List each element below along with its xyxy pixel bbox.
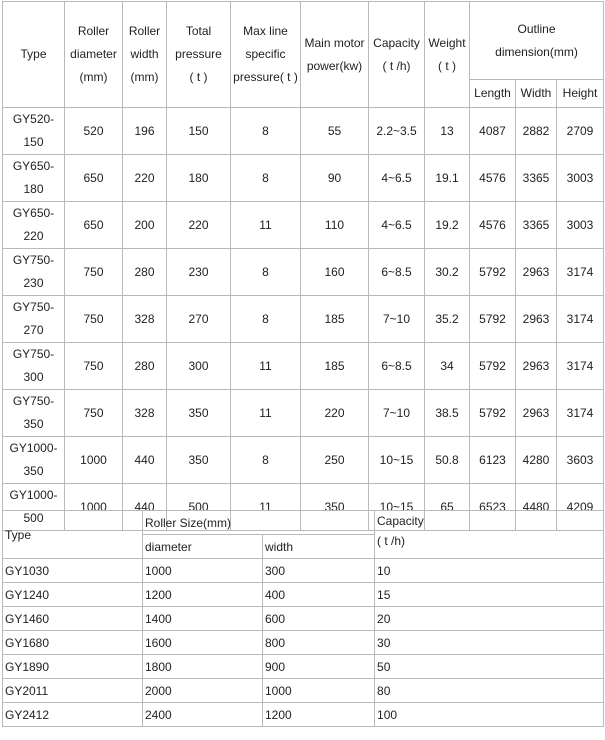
cell-capacity: 4~6.5: [369, 202, 425, 249]
header-outline-dimension: Outline dimension(mm): [470, 2, 604, 80]
cell-length: 4087: [470, 108, 516, 155]
cell-width: 1000: [263, 679, 375, 703]
cell-type: GY1240: [3, 583, 143, 607]
cell-type: GY750- 300: [3, 343, 65, 390]
small-header-diameter: diameter: [143, 535, 263, 559]
small-header-width: width: [263, 535, 375, 559]
cell-maxline: 11: [231, 390, 301, 437]
cell-total: 180: [167, 155, 231, 202]
cell-diameter: 650: [65, 155, 123, 202]
cell-power: 55: [301, 108, 369, 155]
cell-oheight: 3003: [557, 202, 604, 249]
cell-capacity: 6~8.5: [369, 249, 425, 296]
cell-power: 185: [301, 296, 369, 343]
cell-total: 220: [167, 202, 231, 249]
header-max-line-pressure: Max line specific pressure( t ): [231, 2, 301, 108]
cell-capacity: 7~10: [369, 296, 425, 343]
cell-owidth: 3365: [516, 202, 557, 249]
cell-length: 4576: [470, 202, 516, 249]
roller-size-row: [3, 679, 604, 703]
cell-diameter: 1600: [143, 631, 263, 655]
cell-diameter: 520: [65, 108, 123, 155]
cell-diameter: 650: [65, 202, 123, 249]
cell-weight: 13: [425, 108, 470, 155]
cell-oheight: 3174: [557, 390, 604, 437]
cell-maxline: 11: [231, 202, 301, 249]
cell-owidth: 4280: [516, 437, 557, 484]
cell-capacity: 100: [375, 703, 604, 727]
cell-capacity: 80: [375, 679, 604, 703]
cell-power: 110: [301, 202, 369, 249]
cell-type: GY1890: [3, 655, 143, 679]
cell-width: 328: [123, 390, 167, 437]
cell-width: 280: [123, 343, 167, 390]
cell-power: 90: [301, 155, 369, 202]
small-header-capacity: Capacity ( t /h): [375, 511, 604, 559]
cell-length: 5792: [470, 343, 516, 390]
cell-maxline: 8: [231, 437, 301, 484]
cell-weight: 19.2: [425, 202, 470, 249]
cell-weight: 50.8: [425, 437, 470, 484]
header-roller-diameter: Roller diameter (mm): [65, 2, 123, 108]
cell-capacity: 6~8.5: [369, 343, 425, 390]
cell-total: 350: [167, 390, 231, 437]
cell-length: 6523: [470, 484, 516, 531]
cell-diameter: 1000: [65, 484, 123, 531]
cell-total: 150: [167, 108, 231, 155]
small-header-row: [3, 511, 604, 535]
spec-row: [3, 390, 604, 437]
spec-table: [2, 1, 604, 531]
cell-type: GY650- 180: [3, 155, 65, 202]
cell-capacity: 20: [375, 607, 604, 631]
cell-capacity: 10~15: [369, 484, 425, 531]
cell-capacity: 15: [375, 583, 604, 607]
small-header-type: Type: [3, 511, 143, 559]
cell-capacity: 10~15: [369, 437, 425, 484]
cell-type: GY1680: [3, 631, 143, 655]
cell-maxline: 8: [231, 296, 301, 343]
cell-weight: 65: [425, 484, 470, 531]
cell-maxline: 11: [231, 343, 301, 390]
cell-diameter: 750: [65, 343, 123, 390]
cell-width: 220: [123, 155, 167, 202]
cell-type: GY750- 230: [3, 249, 65, 296]
cell-oheight: 3174: [557, 249, 604, 296]
cell-weight: 19.1: [425, 155, 470, 202]
cell-power: 250: [301, 437, 369, 484]
cell-maxline: 11: [231, 484, 301, 531]
cell-width: 200: [123, 202, 167, 249]
cell-diameter: 1000: [143, 559, 263, 583]
header-weight: Weight ( t ): [425, 2, 470, 108]
cell-width: 600: [263, 607, 375, 631]
cell-power: 160: [301, 249, 369, 296]
cell-weight: 35.2: [425, 296, 470, 343]
cell-maxline: 8: [231, 155, 301, 202]
cell-oheight: 2709: [557, 108, 604, 155]
spec-row: [3, 249, 604, 296]
cell-capacity: 10: [375, 559, 604, 583]
cell-owidth: 2882: [516, 108, 557, 155]
cell-width: 280: [123, 249, 167, 296]
cell-capacity: 2.2~3.5: [369, 108, 425, 155]
cell-diameter: 750: [65, 390, 123, 437]
roller-size-row: [3, 583, 604, 607]
cell-diameter: 2000: [143, 679, 263, 703]
roller-size-row: [3, 703, 604, 727]
cell-diameter: 1200: [143, 583, 263, 607]
cell-diameter: 750: [65, 249, 123, 296]
cell-width: 900: [263, 655, 375, 679]
cell-oheight: 4209: [557, 484, 604, 531]
cell-owidth: 2963: [516, 390, 557, 437]
cell-diameter: 2400: [143, 703, 263, 727]
cell-power: 350: [301, 484, 369, 531]
cell-capacity: 30: [375, 631, 604, 655]
spec-row: [3, 108, 604, 155]
header-roller-width: Roller width (mm): [123, 2, 167, 108]
cell-maxline: 8: [231, 108, 301, 155]
spec-row: [3, 296, 604, 343]
cell-type: GY1000- 350: [3, 437, 65, 484]
roller-size-table: [2, 510, 604, 727]
cell-length: 4576: [470, 155, 516, 202]
roller-size-row: [3, 655, 604, 679]
roller-size-row: [3, 631, 604, 655]
header-width: Width: [516, 80, 557, 108]
cell-width: 440: [123, 484, 167, 531]
cell-weight: 38.5: [425, 390, 470, 437]
cell-capacity: 7~10: [369, 390, 425, 437]
cell-weight: 34: [425, 343, 470, 390]
cell-owidth: 4480: [516, 484, 557, 531]
cell-width: 800: [263, 631, 375, 655]
spec-row: [3, 437, 604, 484]
cell-oheight: 3603: [557, 437, 604, 484]
cell-type: GY750- 350: [3, 390, 65, 437]
cell-width: 196: [123, 108, 167, 155]
cell-maxline: 8: [231, 249, 301, 296]
cell-power: 220: [301, 390, 369, 437]
roller-size-row: [3, 559, 604, 583]
cell-length: 6123: [470, 437, 516, 484]
cell-total: 230: [167, 249, 231, 296]
cell-owidth: 2963: [516, 296, 557, 343]
cell-oheight: 3174: [557, 343, 604, 390]
cell-type: GY2011: [3, 679, 143, 703]
roller-size-row: [3, 607, 604, 631]
cell-diameter: 1400: [143, 607, 263, 631]
cell-type: GY1460: [3, 607, 143, 631]
cell-type: GY750- 270: [3, 296, 65, 343]
header-total-pressure: Total pressure ( t ): [167, 2, 231, 108]
header-length: Length: [470, 80, 516, 108]
spec-row: [3, 343, 604, 390]
cell-width: 400: [263, 583, 375, 607]
spec-row: [3, 202, 604, 249]
cell-type: GY650- 220: [3, 202, 65, 249]
small-header-roller-size: Roller Size(mm): [143, 511, 375, 535]
cell-owidth: 2963: [516, 249, 557, 296]
cell-type: GY1030: [3, 559, 143, 583]
cell-diameter: 750: [65, 296, 123, 343]
cell-diameter: 1800: [143, 655, 263, 679]
cell-width: 328: [123, 296, 167, 343]
spec-header-row: [3, 2, 604, 80]
header-height: Height: [557, 80, 604, 108]
header-capacity: Capacity ( t /h): [369, 2, 425, 108]
spec-row: [3, 155, 604, 202]
cell-total: 500: [167, 484, 231, 531]
cell-oheight: 3003: [557, 155, 604, 202]
cell-type: GY2412: [3, 703, 143, 727]
cell-total: 350: [167, 437, 231, 484]
cell-capacity: 50: [375, 655, 604, 679]
cell-total: 270: [167, 296, 231, 343]
cell-length: 5792: [470, 249, 516, 296]
cell-power: 185: [301, 343, 369, 390]
cell-weight: 30.2: [425, 249, 470, 296]
cell-type: GY520- 150: [3, 108, 65, 155]
cell-width: 300: [263, 559, 375, 583]
cell-owidth: 2963: [516, 343, 557, 390]
cell-length: 5792: [470, 390, 516, 437]
cell-owidth: 3365: [516, 155, 557, 202]
cell-width: 1200: [263, 703, 375, 727]
cell-width: 440: [123, 437, 167, 484]
cell-total: 300: [167, 343, 231, 390]
header-main-motor-power: Main motor power(kw): [301, 2, 369, 108]
header-type: Type: [3, 2, 65, 108]
cell-diameter: 1000: [65, 437, 123, 484]
cell-type: GY1000- 500: [3, 484, 65, 531]
cell-length: 5792: [470, 296, 516, 343]
cell-oheight: 3174: [557, 296, 604, 343]
cell-capacity: 4~6.5: [369, 155, 425, 202]
